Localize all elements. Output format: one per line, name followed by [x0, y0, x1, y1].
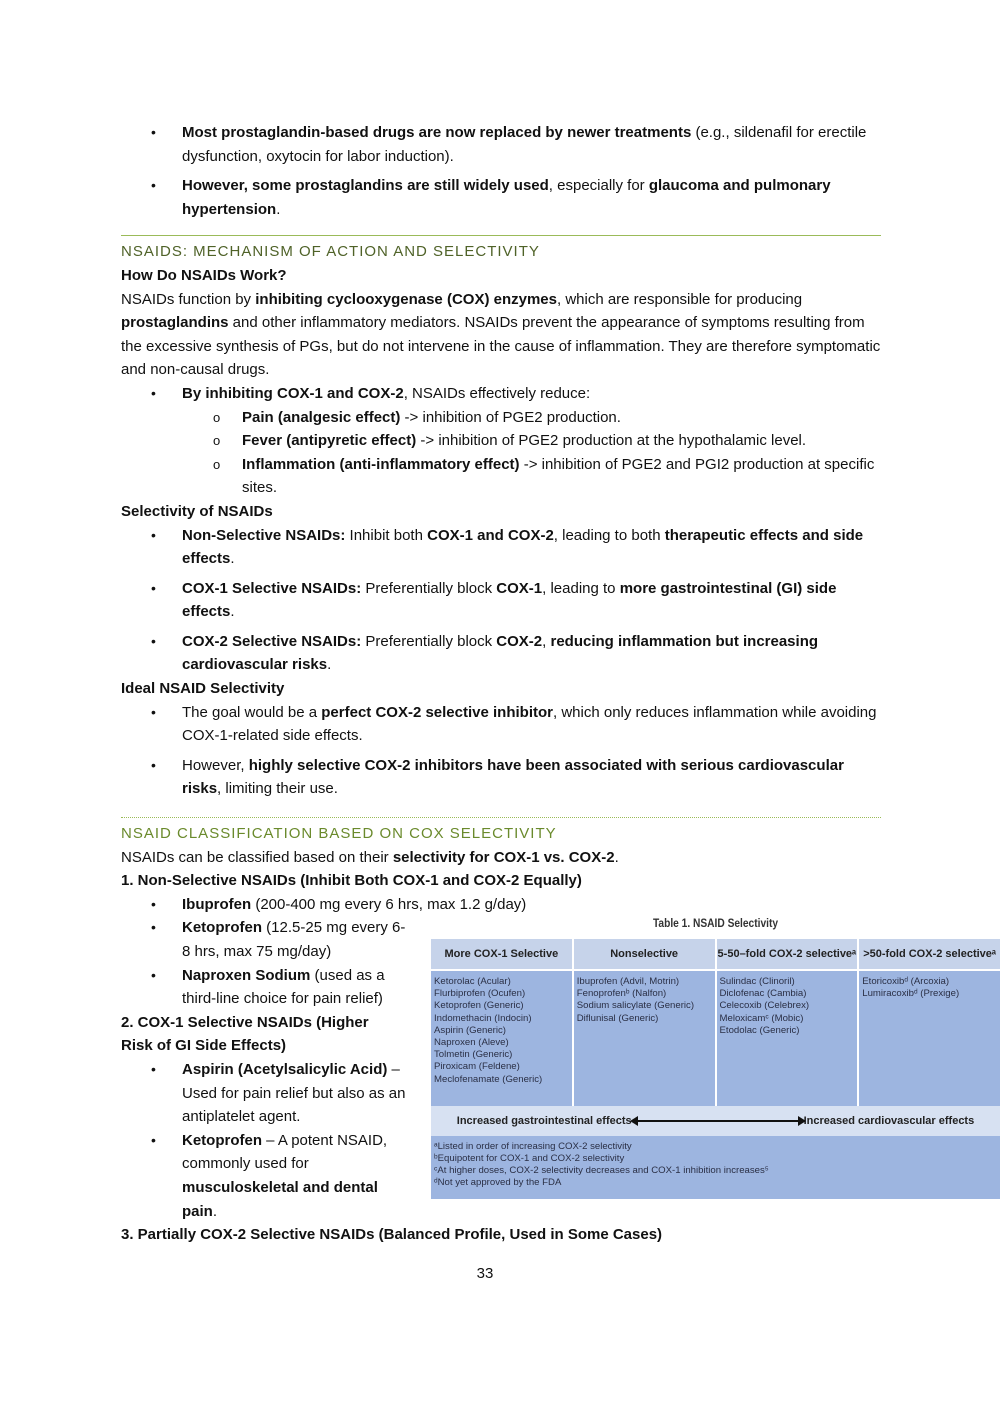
table-drug-entry: Fenoprofenᵇ (Nalfon) — [576, 988, 667, 1000]
table-column-nonselective — [574, 971, 717, 1106]
section-divider — [121, 817, 881, 818]
effect-item: o Pain (analgesic effect) -> inhibition of PGE2 production. — [121, 406, 881, 430]
double-arrow-icon — [638, 1120, 798, 1122]
ideal-item: • However, highly selective COX-2 inhibitors have been associated with serious cardiovascular risks, limiting their use. — [121, 754, 881, 801]
selectivity-list — [121, 524, 881, 678]
table-drug-entry: Piroxicam (Feldene) — [434, 1061, 520, 1073]
by-inhibiting-item: • By inhibiting COX-1 and COX-2, NSAIDs effectively reduce: — [121, 382, 881, 406]
table-drug-entry: Ibuprofen (Advil, Motrin) — [576, 976, 680, 987]
table-column-cox1 — [431, 971, 574, 1106]
partially-cox2-heading: 3. Partially COX-2 Selective NSAIDs (Balanced Profile, Used in Some Cases) — [121, 1226, 663, 1244]
intro-bullet-list — [121, 121, 881, 221]
page-number: 33 — [476, 1265, 494, 1282]
section-divider — [121, 235, 881, 236]
table-caption: Table 1. NSAID Selectivity — [652, 916, 779, 930]
drug-item: • Naproxen Sodium (used as a third-line choice for pain relief) — [121, 964, 407, 1011]
intro-bullet: • However, some prostaglandins are still widely used, especially for glaucoma and pulmonary hypertension. — [121, 174, 881, 221]
drug-item: • Aspirin (Acetylsalicylic Acid) – Used for pain relief but also as an antiplatelet agent. — [121, 1058, 412, 1129]
table-drug-entry: Sulindac (Clinoril) — [719, 976, 795, 987]
nsaid-selectivity-table-figure — [431, 913, 1000, 1203]
nonselective-heading: 1. Non-Selective NSAIDs (Inhibit Both COX-1 and COX-2 Equally) — [121, 872, 582, 890]
selectivity-item: • COX-2 Selective NSAIDs: Preferentially block COX-2, reducing inflammation but increasing cardiovascular risks. — [121, 630, 881, 677]
table-header-cell: 5-50–fold COX-2 selectiveᵃ — [717, 939, 860, 969]
ideal-item: • The goal would be a perfect COX-2 selective inhibitor, which only reduces inflammation while avoiding COX-1-related side effects. — [121, 701, 881, 748]
table-drug-entry: Ketorolac (Acular) — [434, 976, 511, 987]
table-footnote: ᶜAt higher doses, COX-2 selectivity decreases and COX-1 inhibition increases⁵ — [434, 1165, 769, 1176]
table-header-cell: More COX-1 Selective — [431, 939, 574, 969]
arrow-left-label: Increased gastrointestinal effects — [456, 1115, 632, 1127]
table-drug-entry: Meclofenamate (Generic) — [434, 1073, 543, 1085]
selectivity-heading: Selectivity of NSAIDs — [121, 502, 273, 520]
effects-list — [121, 406, 881, 500]
table-drug-entry: Flurbiprofen (Ocufen) — [434, 988, 526, 1000]
table-header-cell: >50-fold COX-2 selectiveᵃ — [863, 948, 997, 960]
mechanism-paragraph: NSAIDs function by inhibiting cyclooxygenase (COX) enzymes, which are responsible for producing prostaglandins and other inflammatory mediators. NSAIDs prevent the appearance of symptoms resulting from the excessive synthesis of PGs, but do not intervene in the cause of inflammation. They are therefore symptomatic and non-causal drugs. — [121, 290, 881, 379]
table-column-5-50-fold — [717, 971, 860, 1106]
table-footnote: ᵈNot yet approved by the FDA — [434, 1177, 562, 1188]
table-header-cell: Nonselective — [574, 939, 717, 969]
cox1-heading: 2. COX-1 Selective NSAIDs (Higher Risk of GI Side Effects) — [121, 1013, 369, 1055]
table-drug-entry: Diclofenac (Cambia) — [719, 988, 807, 1000]
section-title-mechanism: NSAIDS: MECHANISM OF ACTION AND SELECTIVITY — [121, 243, 540, 261]
drug-item: • Ibuprofen (200-400 mg every 6 hrs, max 1.2 g/day) — [121, 893, 881, 917]
table-header-row — [431, 939, 1000, 971]
table-drug-entry: Sodium salicylate (Generic) — [576, 1000, 695, 1012]
table-drug-entry: Naproxen (Aleve) — [434, 1037, 509, 1049]
selectivity-item: • COX-1 Selective NSAIDs: Preferentially block COX-1, leading to more gastrointestinal (GI) side effects. — [121, 577, 881, 624]
by-inhibiting-list — [121, 382, 881, 406]
table-drug-entry: Meloxicamᶜ (Mobic) — [719, 1012, 804, 1024]
table-footnote: ᵃListed in order of increasing COX-2 selectivity — [434, 1141, 632, 1152]
table-footnotes — [431, 1136, 1000, 1199]
arrow-right-label: Increased cardiovascular effects — [803, 1115, 975, 1127]
table-body — [431, 971, 1000, 1106]
how-heading: How Do NSAIDs Work? — [121, 266, 287, 284]
intro-bullet: • Most prostaglandin-based drugs are now replaced by newer treatments (e.g., sildenafil for erectile dysfunction, oxytocin for labor induction). — [121, 121, 881, 168]
effect-item: o Fever (antipyretic effect) -> inhibition of PGE2 production at the hypothalamic level. — [121, 429, 881, 453]
table-column-50-fold — [859, 971, 1000, 1106]
ideal-heading: Ideal NSAID Selectivity — [121, 680, 285, 698]
table-footnote: ᵇEquipotent for COX-1 and COX-2 selectivity — [434, 1153, 625, 1164]
table-drug-entry: Aspirin (Generic) — [434, 1024, 506, 1036]
drug-item: • Ketoprofen – A potent NSAID, commonly used for musculoskeletal and dental pain. — [121, 1129, 412, 1223]
effects-arrow-row — [431, 1106, 1000, 1136]
table-drug-entry: Etoricoxibᵈ (Arcoxia) — [862, 976, 950, 987]
classification-intro: NSAIDs can be classified based on their selectivity for COX-1 vs. COX-2. — [121, 848, 619, 866]
table-drug-entry: Tolmetin (Generic) — [434, 1049, 513, 1061]
table-drug-entry: Ketoprofen (Generic) — [434, 1000, 524, 1012]
ideal-list — [121, 701, 881, 801]
table-drug-entry: Diflunisal (Generic) — [576, 1012, 659, 1024]
table-drug-entry: Indomethacin (Indocin) — [434, 1012, 532, 1024]
section-title-classification: NSAID CLASSIFICATION BASED ON COX SELECTIVITY — [121, 825, 557, 843]
table-drug-entry: Celecoxib (Celebrex) — [719, 1000, 810, 1012]
selectivity-item: • Non-Selective NSAIDs: Inhibit both COX-1 and COX-2, leading to both therapeutic effects and side effects. — [121, 524, 881, 571]
table-drug-entry: Lumiracoxibᵈ (Prexige) — [862, 988, 960, 1000]
drug-item: • Ketoprofen (12.5-25 mg every 6-8 hrs, max 75 mg/day) — [121, 916, 407, 963]
table-drug-entry: Etodolac (Generic) — [719, 1024, 800, 1036]
effect-item: o Inflammation (anti-inflammatory effect) -> inhibition of PGE2 and PGI2 production at specific sites. — [121, 453, 881, 500]
